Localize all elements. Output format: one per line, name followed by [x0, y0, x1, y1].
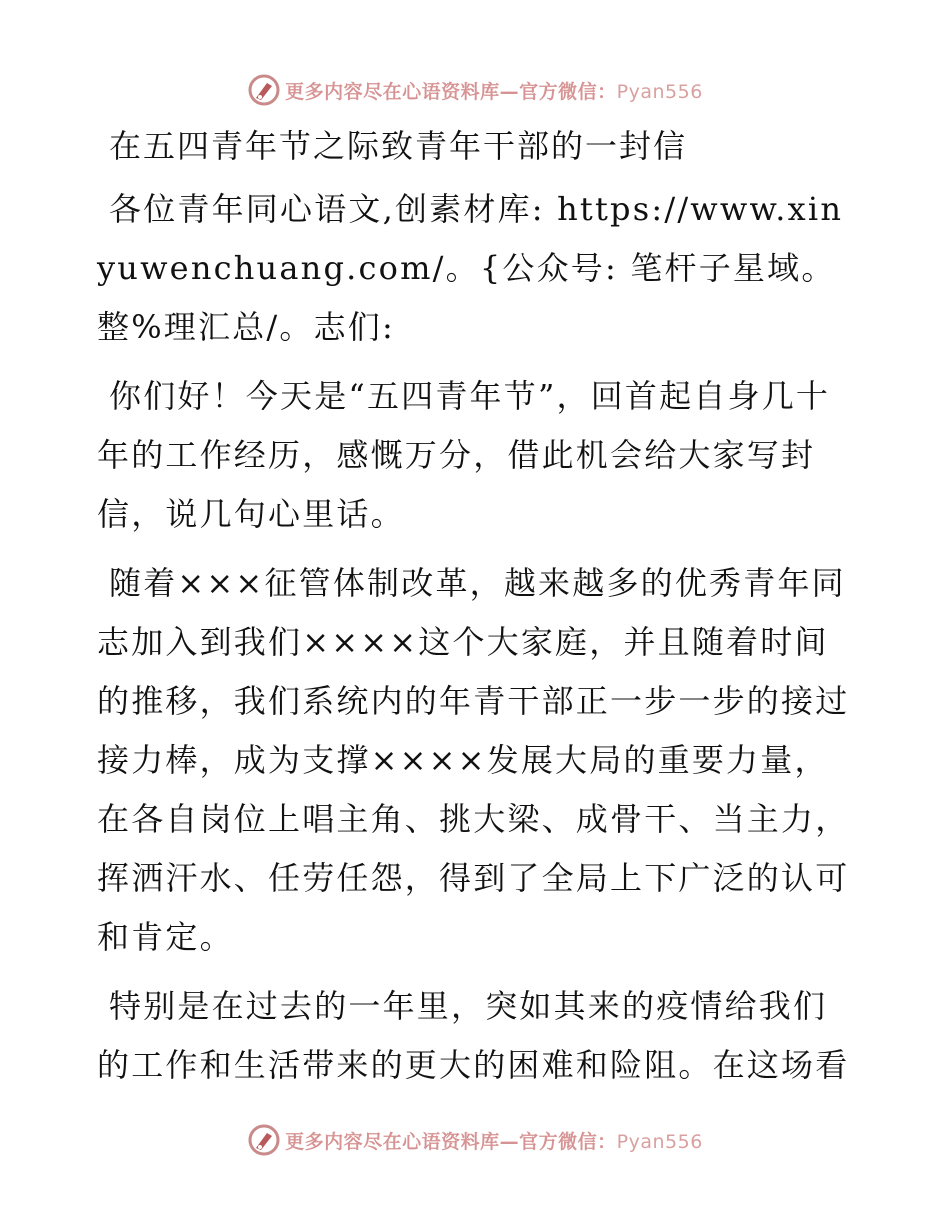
paragraph-2: 你们好！今天是“五四青年节”，回首起自身几十年的工作经历，感慨万分，借此机会给大家写封信，说几句心里话。	[97, 377, 831, 533]
paragraph-1: 各位青年同心语文,创素材库: https://www.xinyuwenchuang.com/。{公众号: 笔杆子星域。整%理汇总/。志们:	[97, 190, 844, 346]
header-watermark	[0, 72, 950, 108]
paragraph-3: 随着×××征管体制改革，越来越多的优秀青年同志加入到我们××××这个大家庭，并且随着时间的推移，我们系统内的年青干部正一步一步的接过接力棒，成为支撑××××发展大局的重要力量，在各自岗位上唱主角、挑大梁、成骨干、当主力，挥洒汗水、任劳任怨，得到了全局上下广泛的认可和肯定。	[97, 564, 850, 956]
paragraph-4: 特别是在过去的一年里，突如其来的疫情给我们的工作和生活带来的更大的困难和险阻。在这场看	[97, 987, 850, 1084]
watermark-text: 更多内容尽在心语资料库—官方微信：Pyan556	[285, 1130, 703, 1153]
pen-nib-circle-icon	[247, 1123, 281, 1157]
document-body	[97, 124, 857, 1105]
pen-nib-circle-icon	[247, 73, 281, 107]
watermark-text: 更多内容尽在心语资料库—官方微信：Pyan556	[285, 80, 703, 103]
document-title: 在五四青年节之际致青年干部的一封信	[109, 127, 688, 165]
footer-watermark	[0, 1122, 950, 1158]
